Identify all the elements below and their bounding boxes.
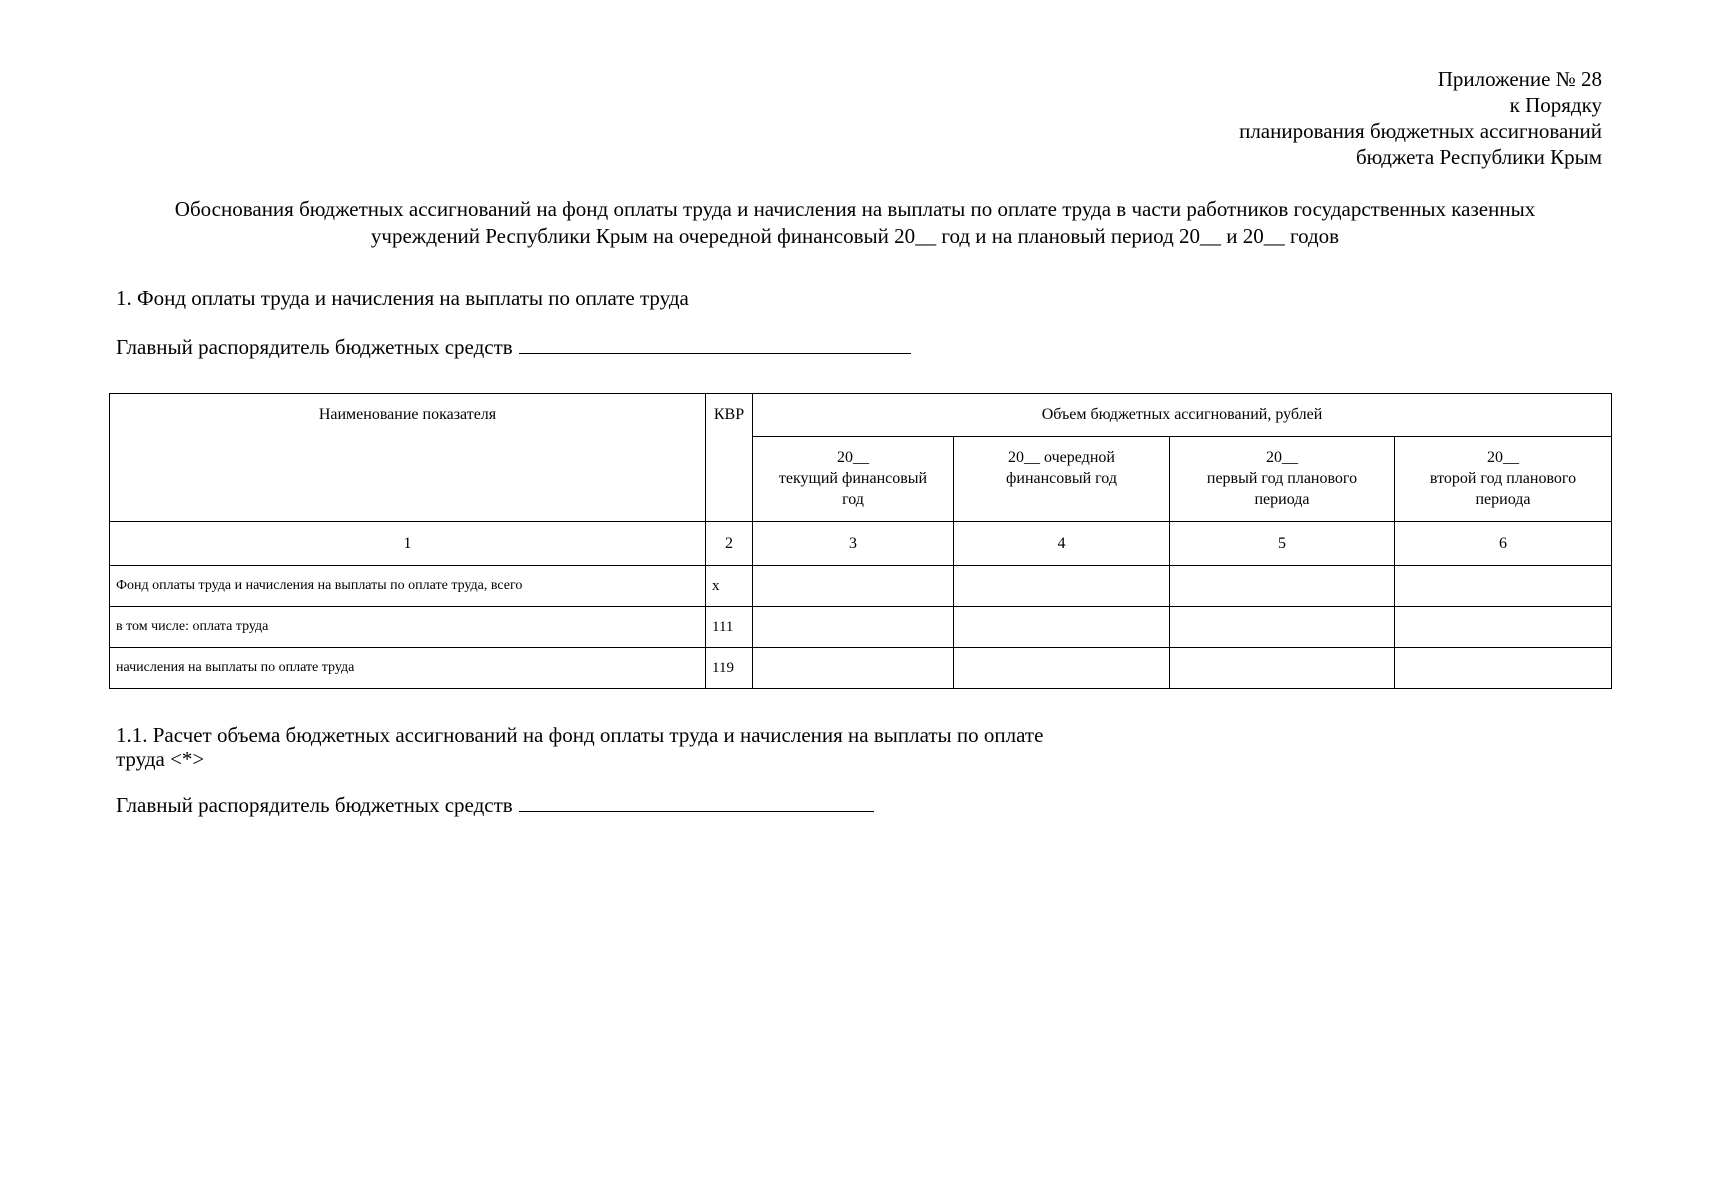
value-cell[interactable] — [1170, 566, 1395, 607]
section11-heading-line: труда <*> — [116, 747, 205, 771]
year-desc: текущий финансовый — [778, 470, 928, 487]
header-year-current — [753, 437, 954, 522]
column-number: 3 — [753, 522, 954, 566]
header-year-plan2 — [1395, 437, 1612, 522]
column-number: 4 — [954, 522, 1170, 566]
value-cell[interactable] — [954, 648, 1170, 689]
row-kvr: 111 — [706, 607, 753, 648]
header-year-next — [954, 437, 1170, 522]
value-cell[interactable] — [954, 607, 1170, 648]
column-number-row — [110, 522, 1612, 566]
section11-manager-line — [116, 791, 874, 818]
year-label: 20__ очередной — [1008, 449, 1115, 466]
value-cell[interactable] — [753, 566, 954, 607]
appendix-header — [1239, 66, 1602, 170]
row-name: в том числе: оплата труда — [110, 607, 706, 648]
column-number: 1 — [110, 522, 706, 566]
appendix-line: бюджета Республики Крым — [1355, 145, 1602, 169]
value-cell[interactable] — [1395, 648, 1612, 689]
title-line: учреждений Республики Крым на очередной финансовый 20__ год и на плановый период 20__ и 20__ годов — [370, 224, 1340, 248]
header-year-plan1 — [1170, 437, 1395, 522]
value-cell[interactable] — [954, 566, 1170, 607]
year-label: 20__ — [1487, 449, 1519, 466]
year-label: 20__ — [1266, 449, 1298, 466]
column-number: 2 — [706, 522, 753, 566]
value-cell[interactable] — [1170, 648, 1395, 689]
table-row — [110, 566, 1612, 607]
value-cell[interactable] — [753, 607, 954, 648]
appropriations-table — [109, 393, 1612, 689]
table-row — [110, 607, 1612, 648]
appendix-line: Приложение № 28 — [1437, 67, 1602, 91]
manager-label: Главный распорядитель бюджетных средств — [116, 335, 513, 359]
column-number: 5 — [1170, 522, 1395, 566]
title-line: Обоснования бюджетных ассигнований на фонд оплаты труда и начисления на выплаты по оплате труда в части работников государственных казенных — [174, 197, 1536, 221]
appendix-line: планирования бюджетных ассигнований — [1239, 119, 1602, 143]
table-row — [110, 648, 1612, 689]
manager-label: Главный распорядитель бюджетных средств — [116, 793, 513, 817]
section11-heading — [116, 723, 1043, 771]
manager-blank-field[interactable] — [519, 333, 911, 354]
year-desc: второй год планового — [1429, 470, 1577, 487]
header-kvr: КВР — [706, 394, 753, 522]
section1-heading: 1. Фонд оплаты труда и начисления на выплаты по оплате труда — [116, 286, 689, 310]
section1-manager-line — [116, 333, 911, 360]
year-desc: периода — [1254, 491, 1310, 508]
document-title — [100, 196, 1610, 250]
row-name: Фонд оплаты труда и начисления на выплаты по оплате труда, всего — [110, 566, 706, 607]
column-number: 6 — [1395, 522, 1612, 566]
appendix-line: к Порядку — [1509, 93, 1602, 117]
section11-heading-line: 1.1. Расчет объема бюджетных ассигнований на фонд оплаты труда и начисления на выплаты по оплате — [116, 723, 1044, 747]
value-cell[interactable] — [1395, 566, 1612, 607]
table-header-row — [110, 394, 1612, 437]
value-cell[interactable] — [1395, 607, 1612, 648]
row-name: начисления на выплаты по оплате труда — [110, 648, 706, 689]
year-desc: периода — [1475, 491, 1531, 508]
year-desc: год — [842, 491, 864, 508]
header-volume: Объем бюджетных ассигнований, рублей — [753, 394, 1612, 437]
row-kvr: x — [706, 566, 753, 607]
value-cell[interactable] — [1170, 607, 1395, 648]
value-cell[interactable] — [753, 648, 954, 689]
manager-blank-field[interactable] — [519, 791, 874, 812]
year-desc: первый год планового — [1206, 470, 1358, 487]
header-name: Наименование показателя — [110, 394, 706, 522]
row-kvr: 119 — [706, 648, 753, 689]
year-label: 20__ — [837, 449, 869, 466]
year-desc: финансовый год — [1006, 470, 1117, 487]
